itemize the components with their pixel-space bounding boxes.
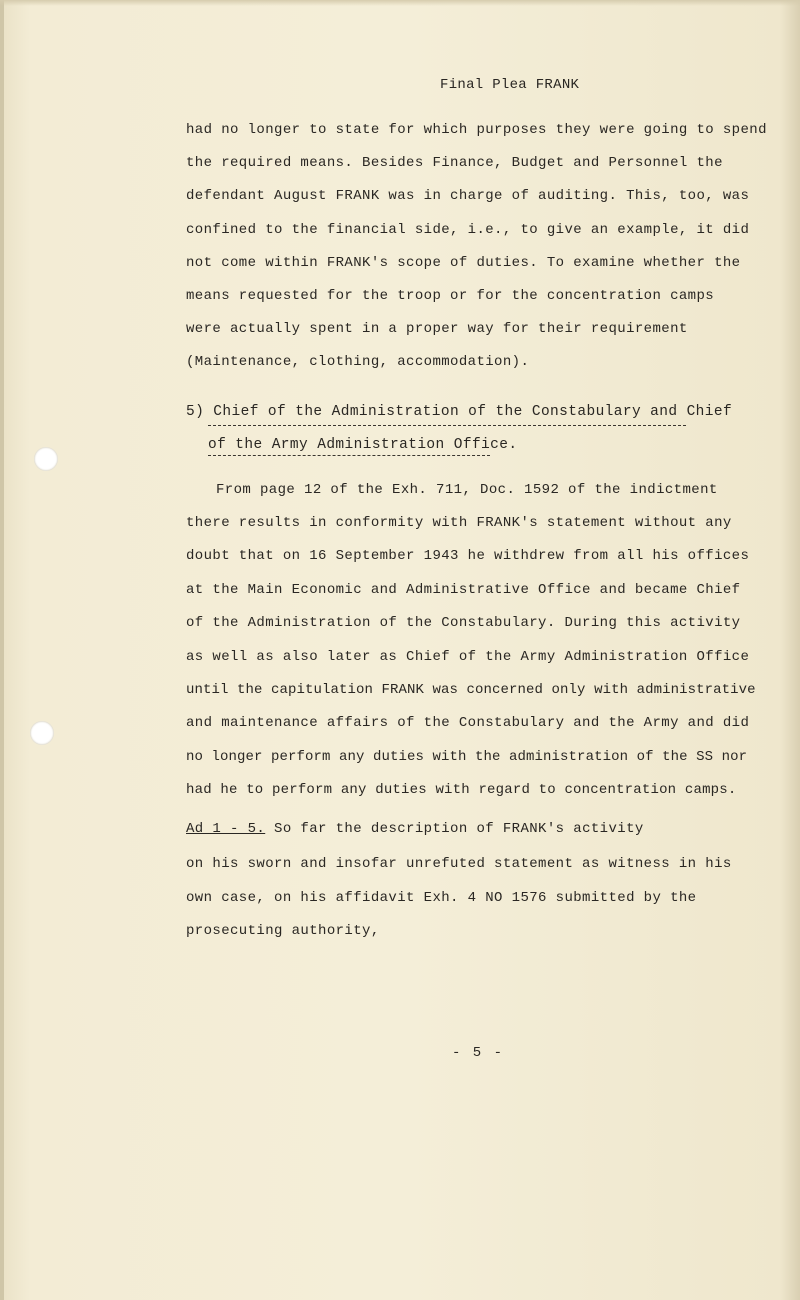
page-number: - 5 -	[452, 1045, 505, 1061]
paragraph2-line: and maintenance affairs of the Constabulary and the Army and did	[186, 715, 750, 731]
section5-heading-underline2	[208, 455, 490, 456]
paragraph2-line: of the Administration of the Constabulary. During this activity	[186, 615, 741, 631]
paragraph1-line: (Maintenance, clothing, accommodation).	[186, 354, 530, 370]
paragraph2-line: had he to perform any duties with regard to concentration camps.	[186, 782, 737, 798]
punch-hole-top	[34, 447, 58, 471]
paper-edge	[0, 0, 4, 1300]
paragraph2-line: doubt that on 16 September 1943 he withdrew from all his offices	[186, 548, 750, 564]
paper-top-edge	[0, 0, 800, 6]
paragraph3-first-line	[186, 820, 644, 838]
paragraph1-line: not come within FRANK's scope of duties. To examine whether the	[186, 255, 741, 271]
paragraph3-line: on his sworn and insofar unrefuted statement as witness in his	[186, 856, 732, 872]
page-header-title: Final Plea FRANK	[440, 77, 580, 93]
paragraph1-line: had no longer to state for which purposes they were going to spend	[186, 122, 767, 138]
paragraph1-line: were actually spent in a proper way for their requirement	[186, 321, 688, 337]
paragraph1-line: the required means. Besides Finance, Budget and Personnel the	[186, 155, 723, 171]
ad-label: Ad 1 - 5.	[186, 821, 266, 837]
punch-hole-bottom	[30, 721, 54, 745]
paragraph2-line: there results in conformity with FRANK's statement without any	[186, 515, 732, 531]
paragraph3-lead: So far the description of FRANK's activity	[265, 821, 644, 837]
paragraph1-line: confined to the financial side, i.e., to give an example, it did	[186, 222, 750, 238]
paragraph2-line: From page 12 of the Exh. 711, Doc. 1592 of the indictment	[216, 482, 718, 498]
section5-heading-underline1	[208, 425, 686, 426]
paragraph1-line: means requested for the troop or for the concentration camps	[186, 288, 715, 304]
paragraph2-line: at the Main Economic and Administrative Office and became Chief	[186, 582, 741, 598]
paragraph2-line: until the capitulation FRANK was concerned only with administrative	[186, 682, 756, 698]
paragraph3-line: own case, on his affidavit Exh. 4 NO 1576 submitted by the	[186, 890, 697, 906]
paragraph1-line: defendant August FRANK was in charge of auditing. This, too, was	[186, 188, 750, 204]
section5-heading-line2: of the Army Administration Office.	[208, 437, 518, 453]
section5-heading-line1: 5) Chief of the Administration of the Constabulary and Chief	[186, 404, 733, 420]
paragraph2-line: as well as also later as Chief of the Army Administration Office	[186, 649, 750, 665]
paragraph3-line: prosecuting authority,	[186, 923, 380, 939]
paragraph2-line: no longer perform any duties with the administration of the SS nor	[186, 749, 748, 765]
